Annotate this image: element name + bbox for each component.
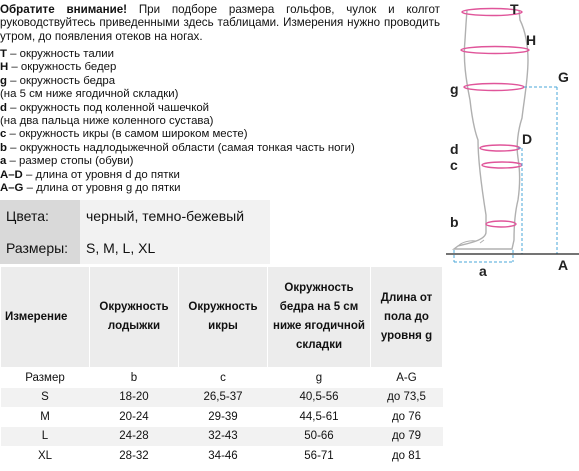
ring-d <box>480 145 520 151</box>
label-d: d <box>450 141 459 157</box>
legend-item: H – окружность бедер <box>0 61 117 74</box>
legend-item: g – окружность бедра <box>0 74 116 87</box>
table-row: L 24-28 32-43 50-66 до 79 <box>1 427 443 447</box>
legend-item: (на 5 см ниже ягодичной складки) <box>0 88 179 101</box>
intro-warning: Обратите внимание! <box>0 3 128 16</box>
header-calf: Окружность икры <box>179 267 268 368</box>
legend-item: c – окружность икры (в самом широком месте) <box>0 128 248 141</box>
colors-row <box>0 200 270 232</box>
size-table-header <box>1 267 443 368</box>
size-chart-table <box>0 266 443 466</box>
intro-paragraph <box>0 3 440 43</box>
label-t: T <box>510 1 519 17</box>
colors-label: Цвета: <box>0 200 80 232</box>
label-b: b <box>450 214 459 230</box>
label-h: H <box>526 32 537 48</box>
guide-lines <box>454 87 557 262</box>
table-row: M 20-24 29-39 44,5-61 до 76 <box>1 407 443 427</box>
table-row: XL 28-32 34-46 56-71 до 81 <box>1 446 443 466</box>
ring-c <box>482 162 522 168</box>
label-c: c <box>450 157 458 173</box>
label-d-upper: D <box>522 131 533 147</box>
ring-b <box>486 221 516 227</box>
diagram-labels <box>450 1 569 279</box>
legend-item: A–G – длина от уровня g до пятки <box>0 182 181 195</box>
ring-h <box>461 47 529 54</box>
legend-item: T – окружность талии <box>0 48 115 60</box>
ring-g <box>464 84 524 91</box>
product-info-table <box>0 200 270 264</box>
leg-measurement-diagram <box>440 0 579 290</box>
label-g-upper: G <box>558 69 569 85</box>
header-measurement: Измерение <box>1 267 90 368</box>
header-length: Длина от пола до уровня g <box>371 267 443 368</box>
table-row: S 18-20 26,5-37 40,5-56 до 73,5 <box>1 388 443 408</box>
sizes-row <box>0 232 270 264</box>
legend-item: A–D – длина от уровня d до пятки <box>0 168 180 181</box>
label-a: a <box>479 263 487 279</box>
colors-value: черный, темно-бежевый <box>80 200 270 232</box>
legend-item: (на два пальца ниже коленного сустава) <box>0 115 214 128</box>
sizes-value: S, M, L, XL <box>80 232 270 264</box>
legend-item: a – размер стопы (обуви) <box>0 155 134 168</box>
legend-item: b – окружность надлодыжечной области (самая тонкая часть ноги) <box>0 141 355 154</box>
legend-item: d – окружность под коленной чашечкой <box>0 101 210 114</box>
label-a-upper: A <box>558 257 569 273</box>
table-row: Размер b c g A-G <box>1 368 443 388</box>
measurement-legend <box>0 48 440 195</box>
header-ankle: Окружность лодыжки <box>90 267 179 368</box>
sizes-label: Размеры: <box>0 232 80 264</box>
label-g: g <box>450 81 459 97</box>
intro-text: При подборе размера гольфов, чулок и колгот руководствуйтесь приведенными здесь таблицами. Измерения нужно проводить утром, до появления отеков на ногах. <box>0 3 440 43</box>
header-thigh: Окружность бедра на 5 см ниже ягодичной складки <box>268 267 371 368</box>
